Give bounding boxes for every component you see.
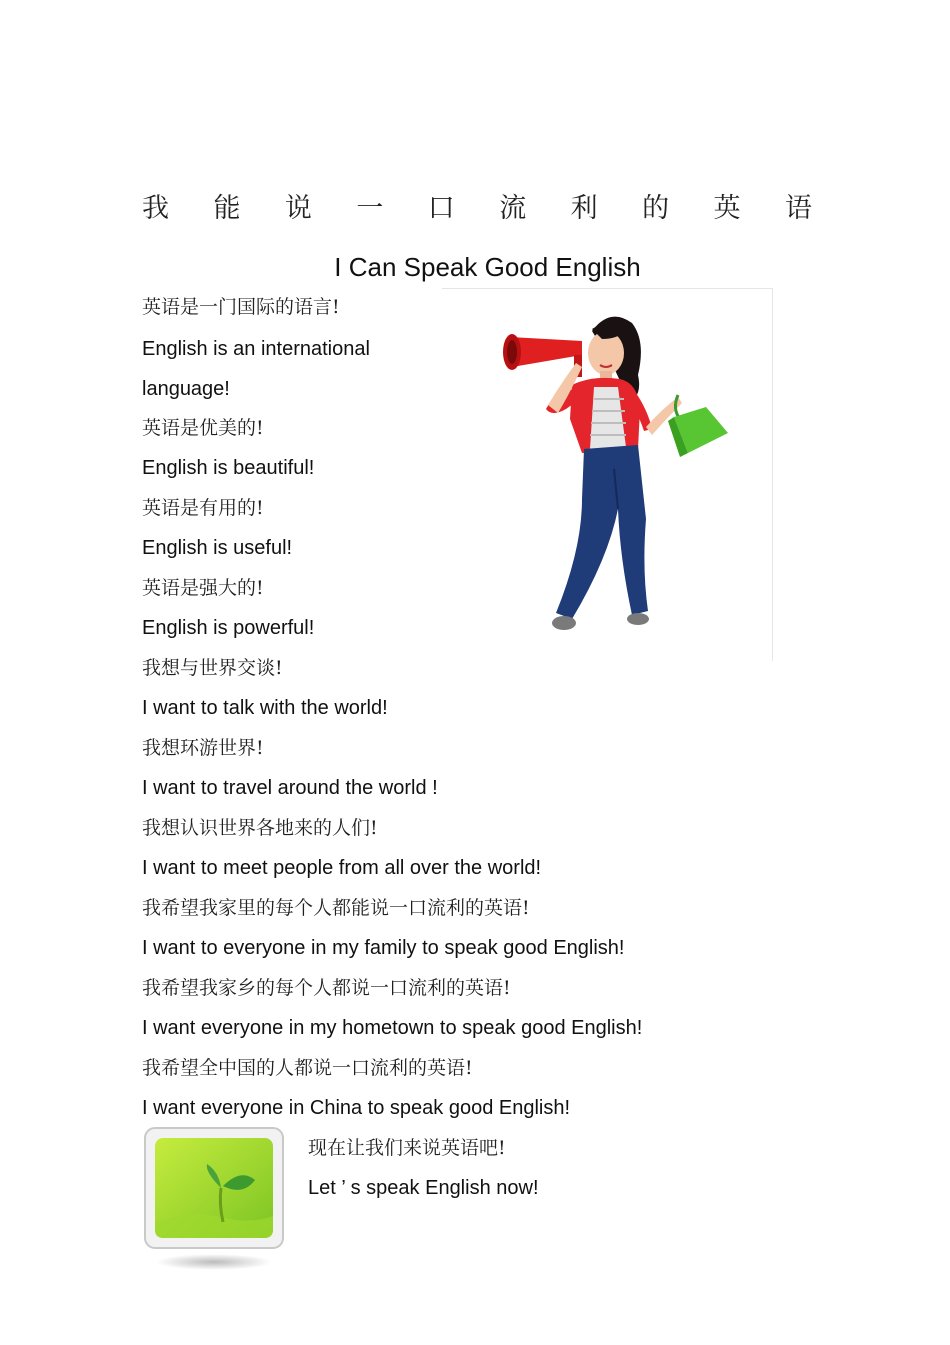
title-char: 的 [642, 193, 670, 224]
line-cn-9: 我希望我家乡的每个人都说一口流利的英语! [142, 977, 511, 999]
title-char: 利 [570, 193, 598, 224]
title-char: 能 [213, 193, 241, 224]
line-cn-1: 英语是一门国际的语言! [142, 296, 340, 318]
woman-megaphone-image [442, 288, 773, 661]
closing-cn: 现在让我们来说英语吧! [308, 1137, 506, 1159]
line-en-6: I want to travel around the world ! [142, 777, 438, 799]
title-char: 我 [142, 193, 169, 224]
title-char: 语 [784, 193, 812, 224]
chinese-title [142, 186, 812, 225]
title-char: 口 [427, 193, 455, 224]
sprout-icon [143, 1126, 285, 1276]
woman-illustration [442, 289, 772, 661]
line-en-3: English is useful! [142, 537, 293, 559]
line-en-4: English is powerful! [142, 617, 315, 639]
line-cn-2: 英语是优美的! [142, 417, 264, 439]
closing-en: Let ’ s speak English now! [308, 1177, 539, 1199]
line-en-1a: English is an international [142, 338, 370, 360]
line-cn-7: 我想认识世界各地来的人们! [142, 817, 378, 839]
line-en-8: I want to everyone in my family to speak good English! [142, 937, 625, 959]
line-en-2: English is beautiful! [142, 457, 315, 479]
title-char: 一 [356, 193, 384, 224]
line-cn-8: 我希望我家里的每个人都能说一口流利的英语! [142, 897, 530, 919]
title-char: 说 [284, 193, 312, 224]
line-en-7: I want to meet people from all over the world! [142, 857, 542, 879]
line-cn-4: 英语是强大的! [142, 577, 264, 599]
title-char: 英 [713, 193, 741, 224]
sprout-image [143, 1126, 285, 1276]
title-char: 流 [499, 193, 527, 224]
line-cn-6: 我想环游世界! [142, 737, 264, 759]
line-en-5: I want to talk with the world! [142, 697, 388, 719]
line-en-10: I want everyone in China to speak good English! [142, 1097, 571, 1119]
line-en-9: I want everyone in my hometown to speak good English! [142, 1017, 643, 1039]
line-cn-5: 我想与世界交谈! [142, 657, 283, 679]
line-cn-3: 英语是有用的! [142, 497, 264, 519]
line-cn-10: 我希望全中国的人都说一口流利的英语! [142, 1057, 473, 1079]
line-en-1b: language! [142, 378, 230, 400]
english-title: I Can Speak Good English [334, 252, 641, 282]
